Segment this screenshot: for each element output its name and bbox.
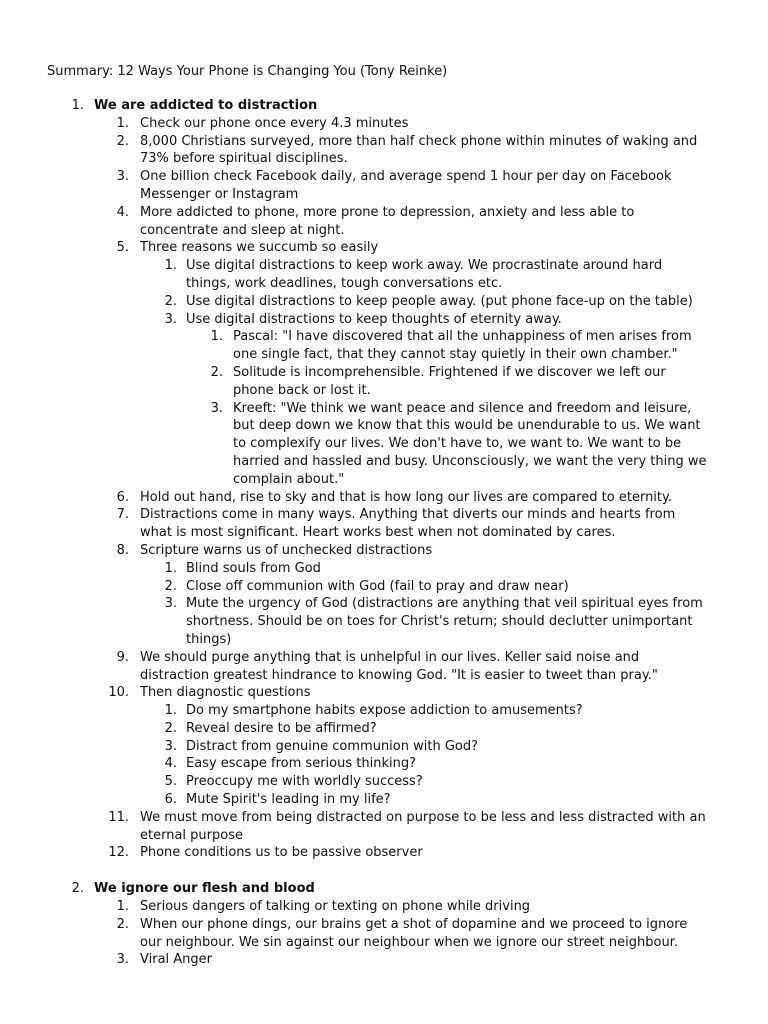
document-title: Summary: 12 Ways Your Phone is Changing You (Tony Reinke)	[47, 64, 448, 79]
section-heading: We are addicted to distraction	[94, 98, 318, 113]
item-text: Reveal desire to be affirmed?	[186, 720, 377, 736]
item-text: We must move from being distracted on purpose to be less and less distracted with an eternal purpose	[140, 809, 706, 843]
item-text: Scripture warns us of unchecked distractions	[140, 542, 433, 558]
item-text: Three reasons we succumb so easily	[140, 240, 379, 256]
list-item	[0, 595, 706, 648]
list-item	[0, 809, 706, 845]
item-text: Distractions come in many ways. Anything that diverts our minds and hearts from what is most significant. Heart works best when not dominated by cares.	[140, 507, 676, 541]
list-item	[0, 239, 706, 488]
item-number: 2.	[164, 720, 177, 736]
item-text: Use digital distractions to keep people away. (put phone face-up on the table)	[186, 293, 693, 309]
item-number: 3.	[164, 738, 177, 754]
item-text: Mute Spirit's leading in my life?	[186, 792, 391, 808]
list-item	[0, 916, 706, 952]
list-item	[0, 791, 706, 809]
section-item	[0, 880, 704, 969]
item-number: 3.	[210, 400, 223, 416]
list-item	[0, 489, 706, 507]
item-number: 8.	[116, 542, 129, 558]
list-item	[0, 133, 706, 169]
item-number: 3.	[116, 952, 129, 968]
list-item	[0, 684, 706, 809]
item-number: 10.	[108, 685, 129, 701]
list-item	[0, 702, 706, 720]
list-item	[0, 311, 706, 489]
list-item	[0, 204, 706, 240]
item-number: 11.	[108, 809, 129, 825]
list-item	[0, 328, 707, 364]
list-item	[0, 168, 706, 204]
sublist	[0, 702, 706, 809]
item-text: Check our phone once every 4.3 minutes	[140, 115, 409, 131]
item-text: Use digital distractions to keep thoughts of eternity away.	[186, 311, 562, 327]
list-item	[0, 115, 706, 133]
item-text: Blind souls from God	[186, 560, 321, 576]
list-item	[0, 400, 707, 489]
item-text: Easy escape from serious thinking?	[186, 756, 416, 772]
item-text: Then diagnostic questions	[140, 685, 311, 701]
item-text: Kreeft: "We think we want peace and silence and freedom and leisure, but deep down we know that this would be unendurable to us. We want to complexify our lives. We don't have to, we want to. We want to be harried and hassled and busy. Unconsciously, we want the very thing we complain about."	[233, 400, 707, 487]
item-number: 7.	[116, 507, 129, 523]
item-text: Do my smartphone habits expose addiction to amusements?	[186, 703, 583, 719]
list-item	[0, 560, 706, 578]
item-number: 1.	[210, 329, 223, 345]
list-item	[0, 506, 706, 542]
item-number: 1.	[164, 258, 177, 274]
list-item	[0, 773, 706, 791]
item-number: 1.	[116, 899, 129, 915]
item-text: 8,000 Christians surveyed, more than half check phone within minutes of waking and 73% before spiritual disciplines.	[140, 133, 698, 167]
item-number: 2.	[164, 578, 177, 594]
item-text: Preoccupy me with worldly success?	[186, 774, 423, 790]
item-number: 5.	[116, 240, 129, 256]
item-text: Mute the urgency of God (distractions are anything that veil spiritual eyes from shortness. Should be on toes for Christ's return; should declutter unimportant things)	[186, 596, 703, 647]
sublist	[0, 560, 706, 649]
section-heading: We ignore our flesh and blood	[94, 881, 315, 897]
item-text: Viral Anger	[140, 952, 213, 968]
item-text: Distract from genuine communion with God?	[186, 738, 479, 754]
list-item	[0, 578, 706, 596]
item-number: 5.	[164, 774, 177, 790]
item-text: Hold out hand, rise to sky and that is how long our lives are compared to eternity.	[140, 489, 672, 505]
document-body	[0, 97, 768, 969]
item-text: Phone conditions us to be passive observer	[140, 845, 423, 861]
item-number: 2.	[116, 916, 129, 932]
item-number: 1.	[116, 115, 129, 131]
list-item	[0, 364, 707, 400]
sublist	[0, 257, 706, 488]
item-text: More addicted to phone, more prone to depression, anxiety and less able to concentrate and sleep at night.	[140, 204, 635, 238]
item-text: Pascal: "I have discovered that all the unhappiness of men arises from one single fact, that they cannot stay quietly in their own chamber."	[233, 329, 692, 363]
item-number: 4.	[116, 204, 129, 220]
item-number: 4.	[164, 756, 177, 772]
list-item	[0, 844, 706, 862]
section-number: 1.	[71, 98, 84, 113]
item-number: 3.	[164, 596, 177, 612]
item-text: When our phone dings, our brains get a shot of dopamine and we proceed to ignore our neighbour. We sin against our neighbour when we ignore our street neighbour.	[140, 916, 688, 950]
list-item	[0, 542, 706, 649]
section-item	[0, 97, 707, 862]
item-number: 2.	[116, 133, 129, 149]
item-text: One billion check Facebook daily, and average spend 1 hour per day on Facebook Messenger or Instagram	[140, 169, 672, 202]
sublist	[0, 898, 704, 969]
list-item	[0, 257, 706, 293]
list-item	[0, 898, 706, 916]
item-number: 3.	[116, 169, 129, 185]
sublist	[0, 328, 706, 488]
list-item	[0, 720, 706, 738]
list-item	[0, 293, 706, 311]
item-text: Serious dangers of talking or texting on phone while driving	[140, 899, 531, 915]
list-item	[0, 951, 706, 969]
item-number: 6.	[116, 489, 129, 505]
item-number: 2.	[210, 364, 223, 380]
item-number: 12.	[108, 845, 129, 861]
list-item	[0, 738, 706, 756]
item-number: 2.	[164, 293, 177, 309]
item-number: 6.	[164, 792, 177, 808]
item-number: 1.	[164, 703, 177, 719]
list-item	[0, 755, 706, 773]
item-text: We should purge anything that is unhelpful in our lives. Keller said noise and distraction greatest hindrance to knowing God. "It is easier to tweet than pray."	[140, 649, 658, 683]
item-number: 3.	[164, 311, 177, 327]
outline-list	[0, 97, 768, 969]
sublist	[0, 115, 707, 862]
item-number: 9.	[116, 649, 129, 665]
item-text: Solitude is incomprehensible. Frightened if we discover we left our phone back or lost it.	[233, 364, 666, 398]
item-text: Close off communion with God (fail to pray and draw near)	[186, 578, 569, 594]
section-number: 2.	[71, 881, 84, 897]
item-text: Use digital distractions to keep work away. We procrastinate around hard things, work deadlines, tough conversations etc.	[186, 258, 663, 291]
list-item	[0, 649, 706, 685]
item-number: 1.	[164, 560, 177, 576]
